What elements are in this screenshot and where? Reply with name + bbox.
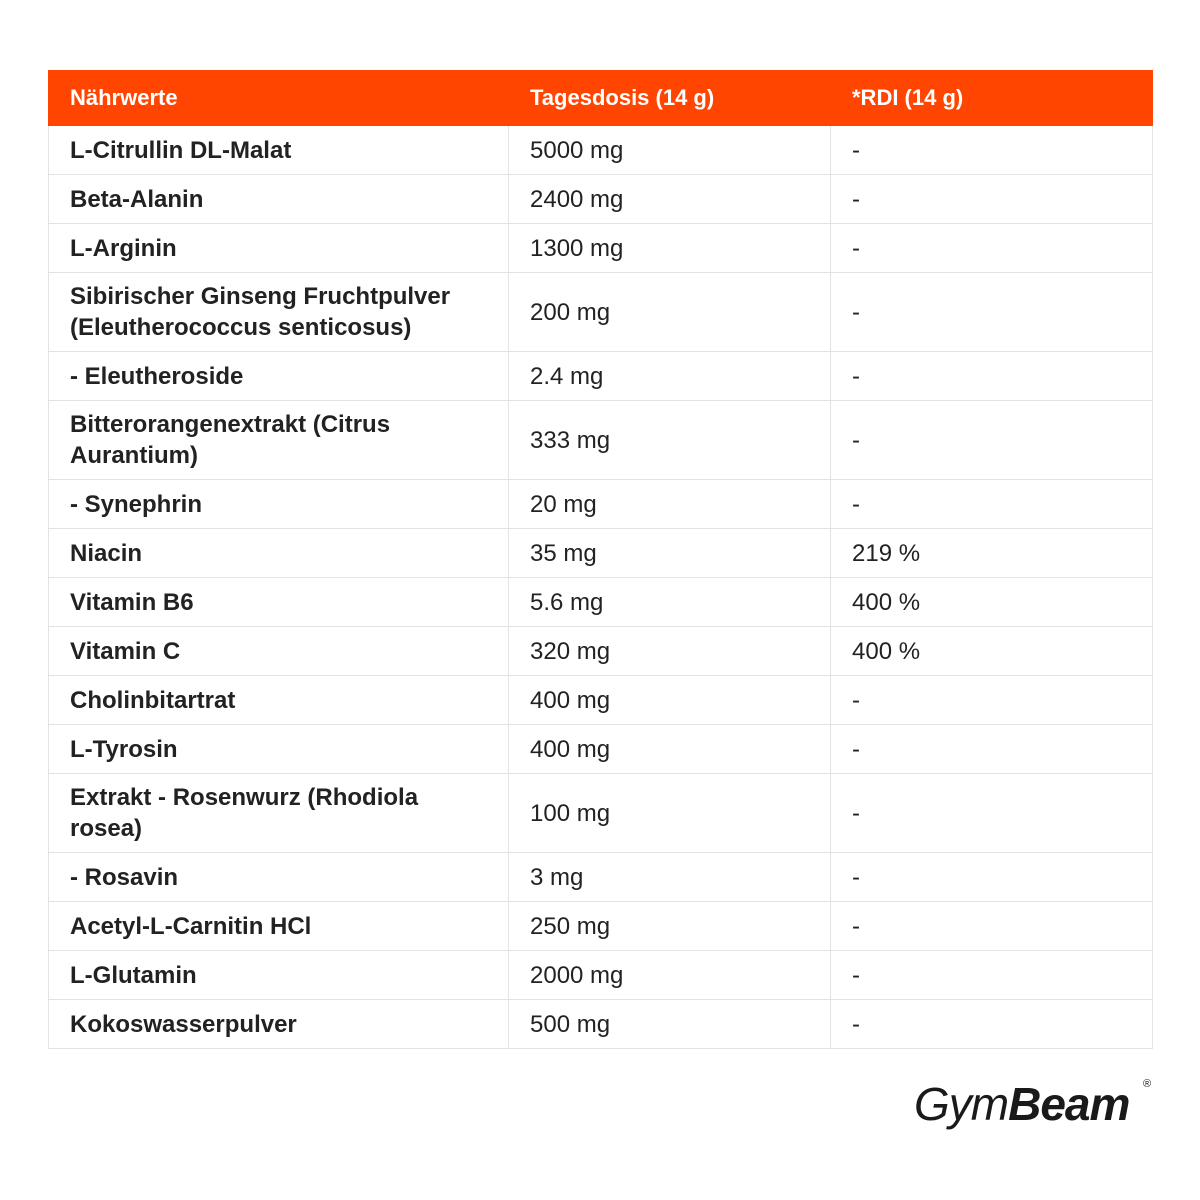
table-row	[49, 951, 1153, 1000]
nutrient-rdi: 219 %	[831, 529, 1153, 578]
table-row	[49, 175, 1153, 224]
table-row	[49, 774, 1153, 853]
table-row	[49, 853, 1153, 902]
nutrient-name: Vitamin C	[49, 627, 509, 676]
nutrient-rdi: -	[831, 401, 1153, 480]
gymbeam-logo	[914, 1076, 1154, 1132]
nutrient-dose: 20 mg	[509, 480, 831, 529]
nutrient-rdi: -	[831, 126, 1153, 175]
table-row	[49, 126, 1153, 175]
nutrient-dose: 5000 mg	[509, 126, 831, 175]
nutrient-name: Beta-Alanin	[49, 175, 509, 224]
table-row	[49, 480, 1153, 529]
logo-text-gym: Gym	[914, 1078, 1009, 1130]
nutrient-dose: 5.6 mg	[509, 578, 831, 627]
logo-text-beam: Beam	[1008, 1078, 1130, 1130]
nutrition-table	[48, 70, 1153, 1049]
registered-mark: ®	[1143, 1078, 1152, 1090]
nutrient-dose: 2.4 mg	[509, 352, 831, 401]
table-row	[49, 725, 1153, 774]
table-row	[49, 273, 1153, 352]
nutrient-dose: 333 mg	[509, 401, 831, 480]
nutrient-dose: 400 mg	[509, 676, 831, 725]
nutrient-name: L-Citrullin DL-Malat	[49, 126, 509, 175]
table-header-row	[49, 71, 1153, 126]
nutrient-name: Sibirischer Ginseng Fruchtpulver (Eleutherococcus senticosus)	[49, 273, 509, 352]
nutrient-dose: 3 mg	[509, 853, 831, 902]
nutrient-dose: 1300 mg	[509, 224, 831, 273]
nutrient-rdi: 400 %	[831, 578, 1153, 627]
table-row	[49, 401, 1153, 480]
nutrient-name: Cholinbitartrat	[49, 676, 509, 725]
logo-wordmark	[914, 1076, 1129, 1132]
nutrient-dose: 2000 mg	[509, 951, 831, 1000]
table-row	[49, 529, 1153, 578]
nutrient-name: Niacin	[49, 529, 509, 578]
nutrient-rdi: -	[831, 480, 1153, 529]
nutrient-dose: 320 mg	[509, 627, 831, 676]
nutrient-rdi: -	[831, 902, 1153, 951]
nutrient-dose: 35 mg	[509, 529, 831, 578]
nutrient-rdi: -	[831, 853, 1153, 902]
nutrient-name: - Rosavin	[49, 853, 509, 902]
nutrient-name: Extrakt - Rosenwurz (Rhodiola rosea)	[49, 774, 509, 853]
nutrient-rdi: -	[831, 1000, 1153, 1049]
header-daily-dose: Tagesdosis (14 g)	[509, 71, 831, 126]
table-row	[49, 902, 1153, 951]
nutrient-name: L-Arginin	[49, 224, 509, 273]
nutrient-rdi: -	[831, 224, 1153, 273]
nutrient-rdi: -	[831, 725, 1153, 774]
nutrient-rdi: 400 %	[831, 627, 1153, 676]
nutrient-name: - Synephrin	[49, 480, 509, 529]
nutrient-name: Acetyl-L-Carnitin HCl	[49, 902, 509, 951]
nutrient-dose: 200 mg	[509, 273, 831, 352]
nutrient-dose: 100 mg	[509, 774, 831, 853]
nutrient-dose: 500 mg	[509, 1000, 831, 1049]
nutrient-dose: 400 mg	[509, 725, 831, 774]
nutrient-name: Vitamin B6	[49, 578, 509, 627]
header-rdi: *RDI (14 g)	[831, 71, 1153, 126]
header-nutrients: Nährwerte	[49, 71, 509, 126]
nutrient-rdi: -	[831, 951, 1153, 1000]
nutrient-dose: 250 mg	[509, 902, 831, 951]
nutrient-rdi: -	[831, 352, 1153, 401]
nutrient-name: Bitterorangenextrakt (Citrus Aurantium)	[49, 401, 509, 480]
table-row	[49, 1000, 1153, 1049]
nutrient-name: - Eleutheroside	[49, 352, 509, 401]
table-row	[49, 224, 1153, 273]
table-row	[49, 578, 1153, 627]
nutrient-rdi: -	[831, 774, 1153, 853]
table-row	[49, 676, 1153, 725]
table-row	[49, 627, 1153, 676]
nutrient-name: L-Tyrosin	[49, 725, 509, 774]
nutrient-dose: 2400 mg	[509, 175, 831, 224]
table-row	[49, 352, 1153, 401]
nutrient-name: L-Glutamin	[49, 951, 509, 1000]
nutrient-rdi: -	[831, 273, 1153, 352]
nutrient-rdi: -	[831, 676, 1153, 725]
nutrient-name: Kokoswasserpulver	[49, 1000, 509, 1049]
nutrient-rdi: -	[831, 175, 1153, 224]
